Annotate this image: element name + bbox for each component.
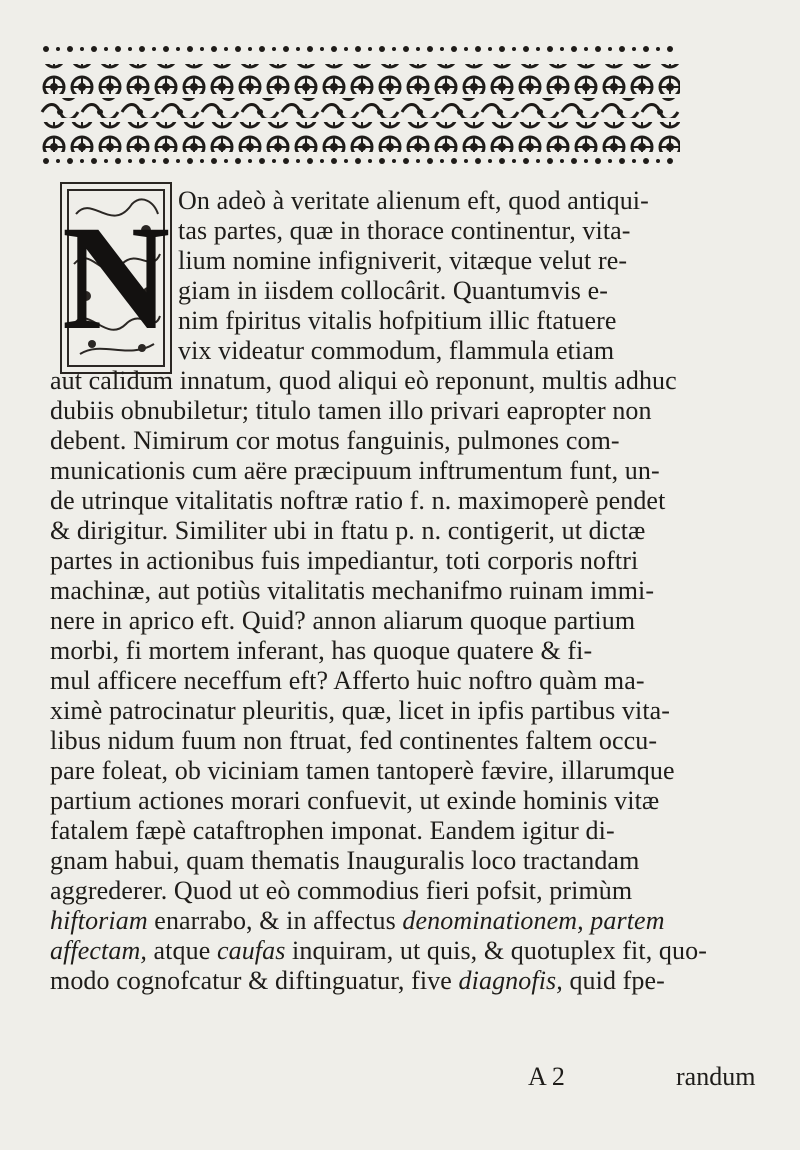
text-line: & dirigitur. Similiter ubi in ftatu p. n. contigerit, ut dictæ <box>50 516 646 545</box>
text-line: de utrinque vitalitatis noftræ ratio f. n. maximoperè pendet <box>50 486 666 515</box>
text-line: On adeò à veritate alienum eft, quod antiqui- <box>178 186 649 215</box>
text-line: morbi, fi mortem inferant, has quoque quatere & fi- <box>50 636 593 665</box>
ornamental-headpiece <box>40 42 680 172</box>
italic-term: affectam, <box>50 936 147 965</box>
text-line: debent. Nimirum cor motus fanguinis, pulmones com- <box>50 426 620 455</box>
text-line: aggrederer. Quod ut eò commodius fieri pofsit, primùm <box>50 876 633 905</box>
text-run: modo cognofcatur & diftinguatur, five <box>50 966 459 995</box>
text-run: quid fpe- <box>562 966 665 995</box>
italic-term: diagnofis, <box>458 966 563 995</box>
text-line: machinæ, aut potiùs vitalitatis mechanifmo ruinam immi- <box>50 576 655 605</box>
text-line: nim fpiritus vitalis hofpitium illic ftatuere <box>178 306 617 335</box>
text-line: libus nidum fuum non ftruat, fed continentes faltem occu- <box>50 726 658 755</box>
text-line: fatalem fæpè cataftrophen imponat. Eandem igitur di- <box>50 816 615 845</box>
text-line-mixed <box>50 906 665 936</box>
text-line: partes in actionibus fuis impediantur, toti corporis noftri <box>50 546 639 575</box>
italic-term: caufas <box>216 936 286 965</box>
text-line-mixed <box>50 936 707 966</box>
catchword: randum <box>676 1062 756 1091</box>
text-run: enarrabo, & in affectus <box>147 906 403 935</box>
text-line: pare foleat, ob viciniam tamen tantoperè fævire, illarumque <box>50 756 675 785</box>
text-line: lium nomine infigniverit, vitæque velut re- <box>178 246 628 275</box>
text-line: tas partes, quæ in thorace continentur, vita- <box>178 216 631 245</box>
text-line: vix videatur commodum, flammula etiam <box>178 336 615 365</box>
text-line: ximè patrocinatur pleuritis, quæ, licet in ipfis partibus vita- <box>50 696 671 725</box>
text-run: inquiram, ut quis, & quotuplex fit, quo- <box>285 936 707 965</box>
text-line: nere in aprico eft. Quid? annon aliarum quoque partium <box>50 606 636 635</box>
page-footer <box>0 1062 800 1096</box>
italic-term: denominationem, partem <box>402 906 665 935</box>
text-line: mul afficere neceffum eft? Afferto huic noftro quàm ma- <box>50 666 645 695</box>
text-line: dubiis obnubiletur; titulo tamen illo privari eapropter non <box>50 396 652 425</box>
decorated-initial <box>60 182 172 374</box>
text-run: atque <box>146 936 217 965</box>
text-line: partium actiones morari confuevit, ut exinde hominis vitæ <box>50 786 660 815</box>
initial-letter: N <box>61 195 171 361</box>
signature-mark: A 2 <box>528 1062 565 1091</box>
text-line: aut calidum innatum, quod aliqui eò reponunt, multis adhuc <box>50 366 677 395</box>
italic-term: hiftoriam <box>50 906 148 935</box>
text-line-mixed <box>50 966 665 996</box>
text-line: giam in iisdem collocârit. Quantumvis e- <box>178 276 609 305</box>
text-line: municationis cum aëre præcipuum inftrumentum funt, un- <box>50 456 660 485</box>
text-line: gnam habui, quam thematis Inauguralis loco tractandam <box>50 846 640 875</box>
